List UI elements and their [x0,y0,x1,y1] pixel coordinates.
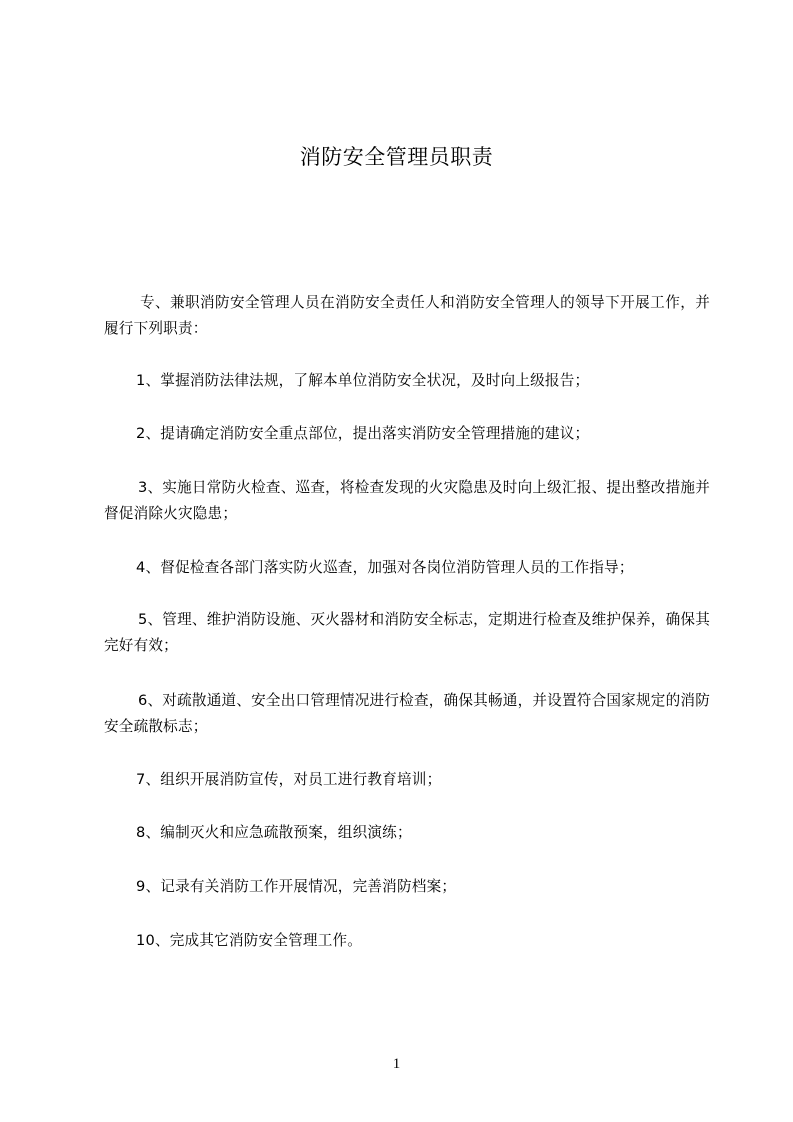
duty-item-1: 1、掌握消防法律法规，了解本单位消防安全状况，及时向上级报告； [136,372,590,389]
duty-item-10: 10、完成其它消防安全管理工作。 [136,932,363,949]
duty-item-8: 8、编制灭火和应急疏散预案，组织演练； [136,824,412,841]
intro-paragraph: 专、兼职消防安全管理人员在消防安全责任人和消防安全管理人的领导下开展工作，并履行下列职责： [104,294,710,337]
duty-item-7: 7、组织开展消防宣传，对员工进行教育培训； [136,771,442,788]
duty-item-4: 4、督促检查各部门落实防火巡查，加强对各岗位消防管理人员的工作指导； [136,559,634,576]
duty-item-6: 6、对疏散通道、安全出口管理情况进行检查，确保其畅通，并设置符合国家规定的消防安全疏散标志； [104,692,710,735]
duty-item-5: 5、管理、维护消防设施、灭火器材和消防安全标志，定期进行检查及维护保养，确保其完好有效； [104,611,710,654]
duty-item-9: 9、记录有关消防工作开展情况，完善消防档案； [136,878,457,895]
page-number: 1 [392,1056,401,1072]
document-title: 消防安全管理员职责 [299,145,494,169]
duty-item-3: 3、实施日常防火检查、巡查，将检查发现的火灾隐患及时向上级汇报、提出整改措施并督促消除火灾隐患； [104,479,710,522]
duty-item-2: 2、提请确定消防安全重点部位，提出落实消防安全管理措施的建议； [136,425,590,442]
